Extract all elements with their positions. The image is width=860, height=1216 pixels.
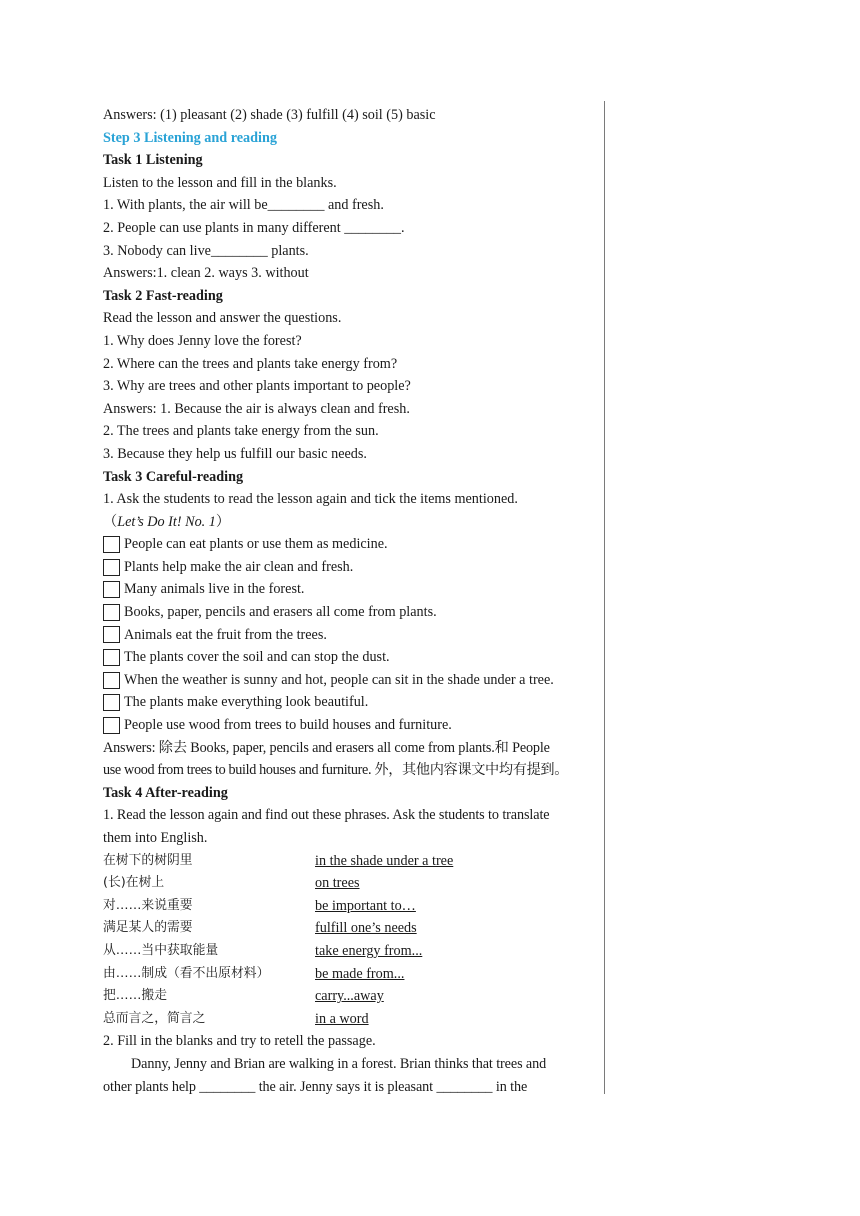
task-title: Task 3 Careful-reading [103,468,244,485]
phrase-english: in the shade under a tree [315,852,454,869]
phrase-row [103,940,598,963]
checklist-item [103,714,598,737]
checkbox[interactable] [103,717,120,734]
phrase-row [103,985,598,1008]
checklist-item [103,533,598,556]
task-instruction: Read the lesson and answer the questions. [103,310,342,327]
table-cell-border [604,101,605,1094]
phrase-english: carry...away [315,988,384,1005]
task-instruction: 1. Ask the students to read the lesson again and tick the items mentioned. [103,491,518,508]
phrase-row [103,917,598,940]
task-answers: Answers:1. clean 2. ways 3. without [103,265,309,282]
blank-item: 1. With plants, the air will be________ and fresh. [103,197,384,214]
answer-line: use wood from trees to build houses and furniture. 外，其他内容课文中均有提到。 [103,762,569,779]
phrase-chinese: 从……当中获取能量 [103,942,219,958]
checklist-item [103,578,598,601]
task-title: Task 4 After-reading [103,784,228,801]
checklist-label: Many animals live in the forest. [124,581,305,598]
phrase-chinese: (长)在树上 [103,875,165,891]
task-instruction: 1. Read the lesson again and find out these phrases. Ask the students to translate [103,807,550,824]
ref-open: （ [103,513,118,530]
checkbox[interactable] [103,672,120,689]
answer-line: Answers: 1. Because the air is always clean and fresh. [103,400,410,417]
passage-line: Danny, Jenny and Brian are walking in a forest. Brian thinks that trees and [131,1055,547,1072]
checklist-label: The plants cover the soil and can stop the dust. [124,649,390,666]
phrase-chinese: 由……制成（看不出原材料） [103,965,270,981]
ref-close: ） [215,513,231,530]
task-title: Task 2 Fast-reading [103,287,223,304]
checklist-item [103,646,598,669]
checkbox[interactable] [103,604,120,621]
phrase-chinese: 把……搬走 [103,988,167,1004]
blank-item: 2. People can use plants in many different ________. [103,219,405,236]
checklist-item [103,624,598,647]
phrase-english: in a word [315,1010,369,1027]
checklist-label: The plants make everything look beautiful. [124,694,369,711]
checklist-item [103,691,598,714]
question: 2. Where can the trees and plants take energy from? [103,355,398,372]
phrase-english: be made from... [315,965,405,982]
question: 1. Why does Jenny love the forest? [103,332,302,349]
checklist-label: People can eat plants or use them as medicine. [124,536,388,553]
checkbox[interactable] [103,694,120,711]
phrase-row [103,850,598,873]
phrase-english: take energy from... [315,942,423,959]
phrase-english: on trees [315,875,360,892]
phrase-row [103,895,598,918]
question: 3. Why are trees and other plants important to people? [103,378,411,395]
checklist-label: When the weather is sunny and hot, people can sit in the shade under a tree. [124,671,554,688]
checkbox[interactable] [103,581,120,598]
exercise-reference [103,511,598,534]
checklist-label: People use wood from trees to build houses and furniture. [124,717,452,734]
answer-line: 2. The trees and plants take energy from the sun. [103,423,379,440]
task-instruction: 2. Fill in the blanks and try to retell the passage. [103,1033,376,1050]
checkbox[interactable] [103,559,120,576]
ref-text: Let’s Do It! No. 1 [117,513,216,530]
checklist-item [103,669,598,692]
phrase-chinese: 满足某人的需要 [103,920,193,936]
phrase-english: fulfill one’s needs [315,920,417,937]
answer-line: 3. Because they help us fulfill our basic needs. [103,445,367,462]
task-instruction: them into English. [103,830,208,846]
phrase-chinese: 在树下的树阴里 [103,852,193,868]
checkbox[interactable] [103,536,120,553]
checkbox[interactable] [103,626,120,643]
task-title: Task 1 Listening [103,152,203,169]
step-title: Step 3 Listening and reading [103,129,277,146]
phrase-english: be important to… [315,897,416,914]
task-instruction: Listen to the lesson and fill in the blanks. [103,174,337,191]
checklist-item [103,601,598,624]
passage-line: other plants help ________ the air. Jenny says it is pleasant ________ in the [103,1078,528,1095]
answers-top: Answers: (1) pleasant (2) shade (3) fulfill (4) soil (5) basic [103,107,436,123]
checklist-label: Books, paper, pencils and erasers all come from plants. [124,604,437,621]
phrase-row [103,872,598,895]
blank-item: 3. Nobody can live________ plants. [103,242,309,259]
phrase-row [103,1008,598,1031]
answer-line: Answers: 除去 Books, paper, pencils and erasers all come from plants.和 People [103,739,550,756]
lesson-content [103,104,598,1098]
phrase-row [103,963,598,986]
checkbox[interactable] [103,649,120,666]
phrase-chinese: 对……来说重要 [103,897,193,913]
checklist-label: Animals eat the fruit from the trees. [124,626,327,643]
phrase-chinese: 总而言之，简言之 [103,1010,206,1026]
checklist-item [103,556,598,579]
checklist-label: Plants help make the air clean and fresh. [124,558,354,575]
